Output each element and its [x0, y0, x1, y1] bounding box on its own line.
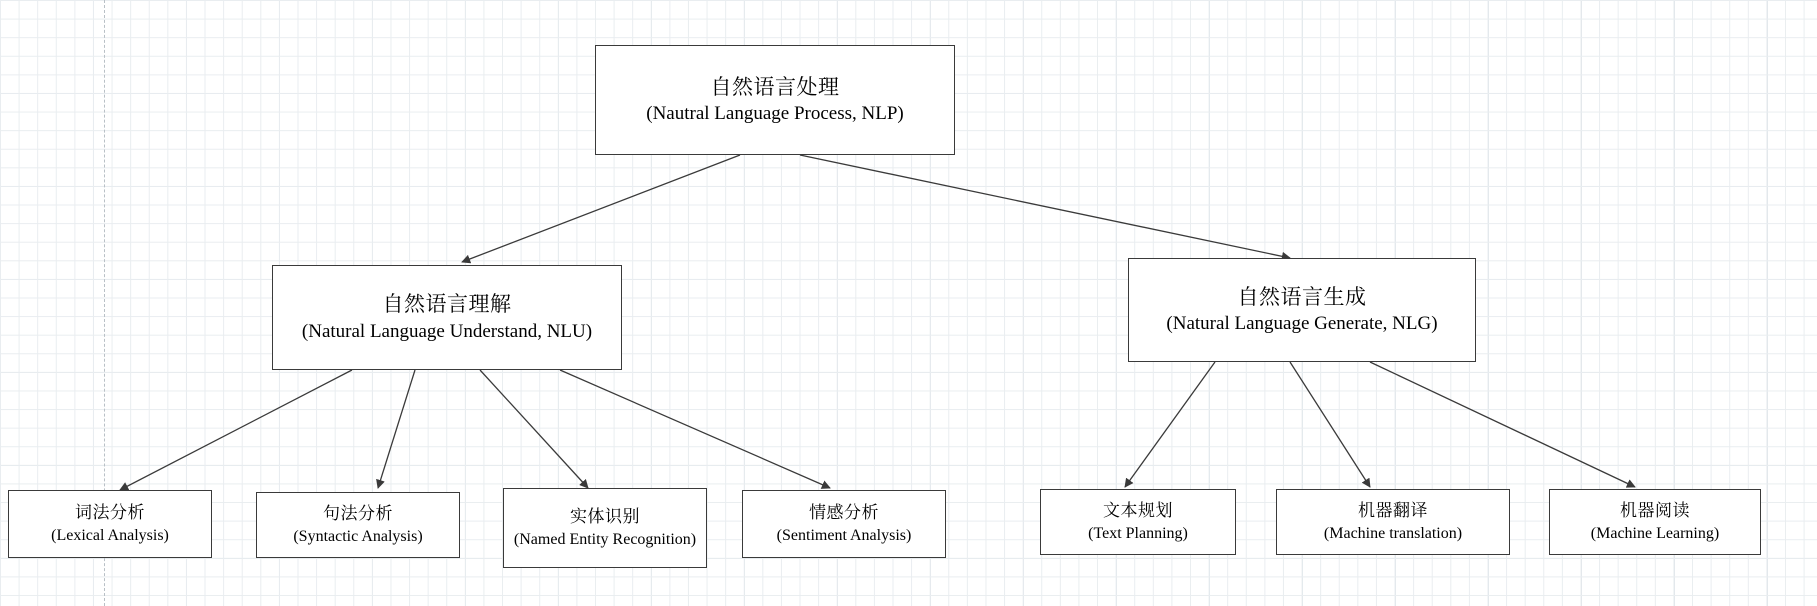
- node-nlg-cn: 自然语言生成: [1237, 284, 1367, 309]
- edge-nlg-to-machine-reading: [1370, 362, 1635, 487]
- node-nlg[interactable]: [1128, 258, 1476, 362]
- node-nlu-cn: 自然语言理解: [382, 292, 512, 317]
- node-text-planning-cn: 文本规划: [1103, 501, 1173, 521]
- edge-nlg-to-text-planning: [1125, 362, 1215, 487]
- node-machine-reading[interactable]: [1549, 489, 1761, 555]
- node-sentiment-analysis-en: (Sentiment Analysis): [776, 526, 912, 544]
- node-lexical-analysis[interactable]: [8, 490, 212, 558]
- edge-root-to-nlg: [800, 155, 1290, 258]
- node-syntactic-analysis-cn: 句法分析: [323, 504, 393, 524]
- edge-nlu-to-sentiment: [560, 370, 830, 488]
- node-machine-translation-cn: 机器翻译: [1358, 501, 1428, 521]
- node-lexical-analysis-cn: 词法分析: [75, 503, 145, 523]
- node-machine-translation-en: (Machine translation): [1323, 524, 1463, 542]
- node-sentiment-analysis-cn: 情感分析: [809, 503, 879, 523]
- node-nlu[interactable]: [272, 265, 622, 370]
- node-syntactic-analysis-en: (Syntactic Analysis): [293, 527, 423, 545]
- node-machine-reading-en: (Machine Learning): [1590, 524, 1720, 542]
- node-machine-reading-cn: 机器阅读: [1620, 501, 1690, 521]
- edge-nlg-to-machine-translation: [1290, 362, 1370, 487]
- node-lexical-analysis-en: (Lexical Analysis): [51, 526, 169, 544]
- edge-nlu-to-syntactic: [378, 370, 415, 488]
- node-nlp-root-en: (Nautral Language Process, NLP): [646, 103, 904, 125]
- node-named-entity-recognition[interactable]: [503, 488, 707, 568]
- edge-nlu-to-lexical: [120, 370, 352, 490]
- node-named-entity-recognition-en: (Named Entity Recognition): [513, 530, 697, 548]
- node-syntactic-analysis[interactable]: [256, 492, 460, 558]
- node-text-planning[interactable]: [1040, 489, 1236, 555]
- edge-root-to-nlu: [462, 155, 740, 262]
- node-sentiment-analysis[interactable]: [742, 490, 946, 558]
- node-text-planning-en: (Text Planning): [1088, 524, 1188, 542]
- node-named-entity-recognition-cn: 实体识别: [570, 507, 640, 527]
- node-nlp-root[interactable]: [595, 45, 955, 155]
- edge-nlu-to-ner: [480, 370, 588, 488]
- node-nlu-en: (Natural Language Understand, NLU): [301, 320, 593, 342]
- node-nlg-en: (Natural Language Generate, NLG): [1166, 313, 1438, 335]
- node-nlp-root-cn: 自然语言处理: [710, 74, 840, 99]
- node-machine-translation[interactable]: [1276, 489, 1510, 555]
